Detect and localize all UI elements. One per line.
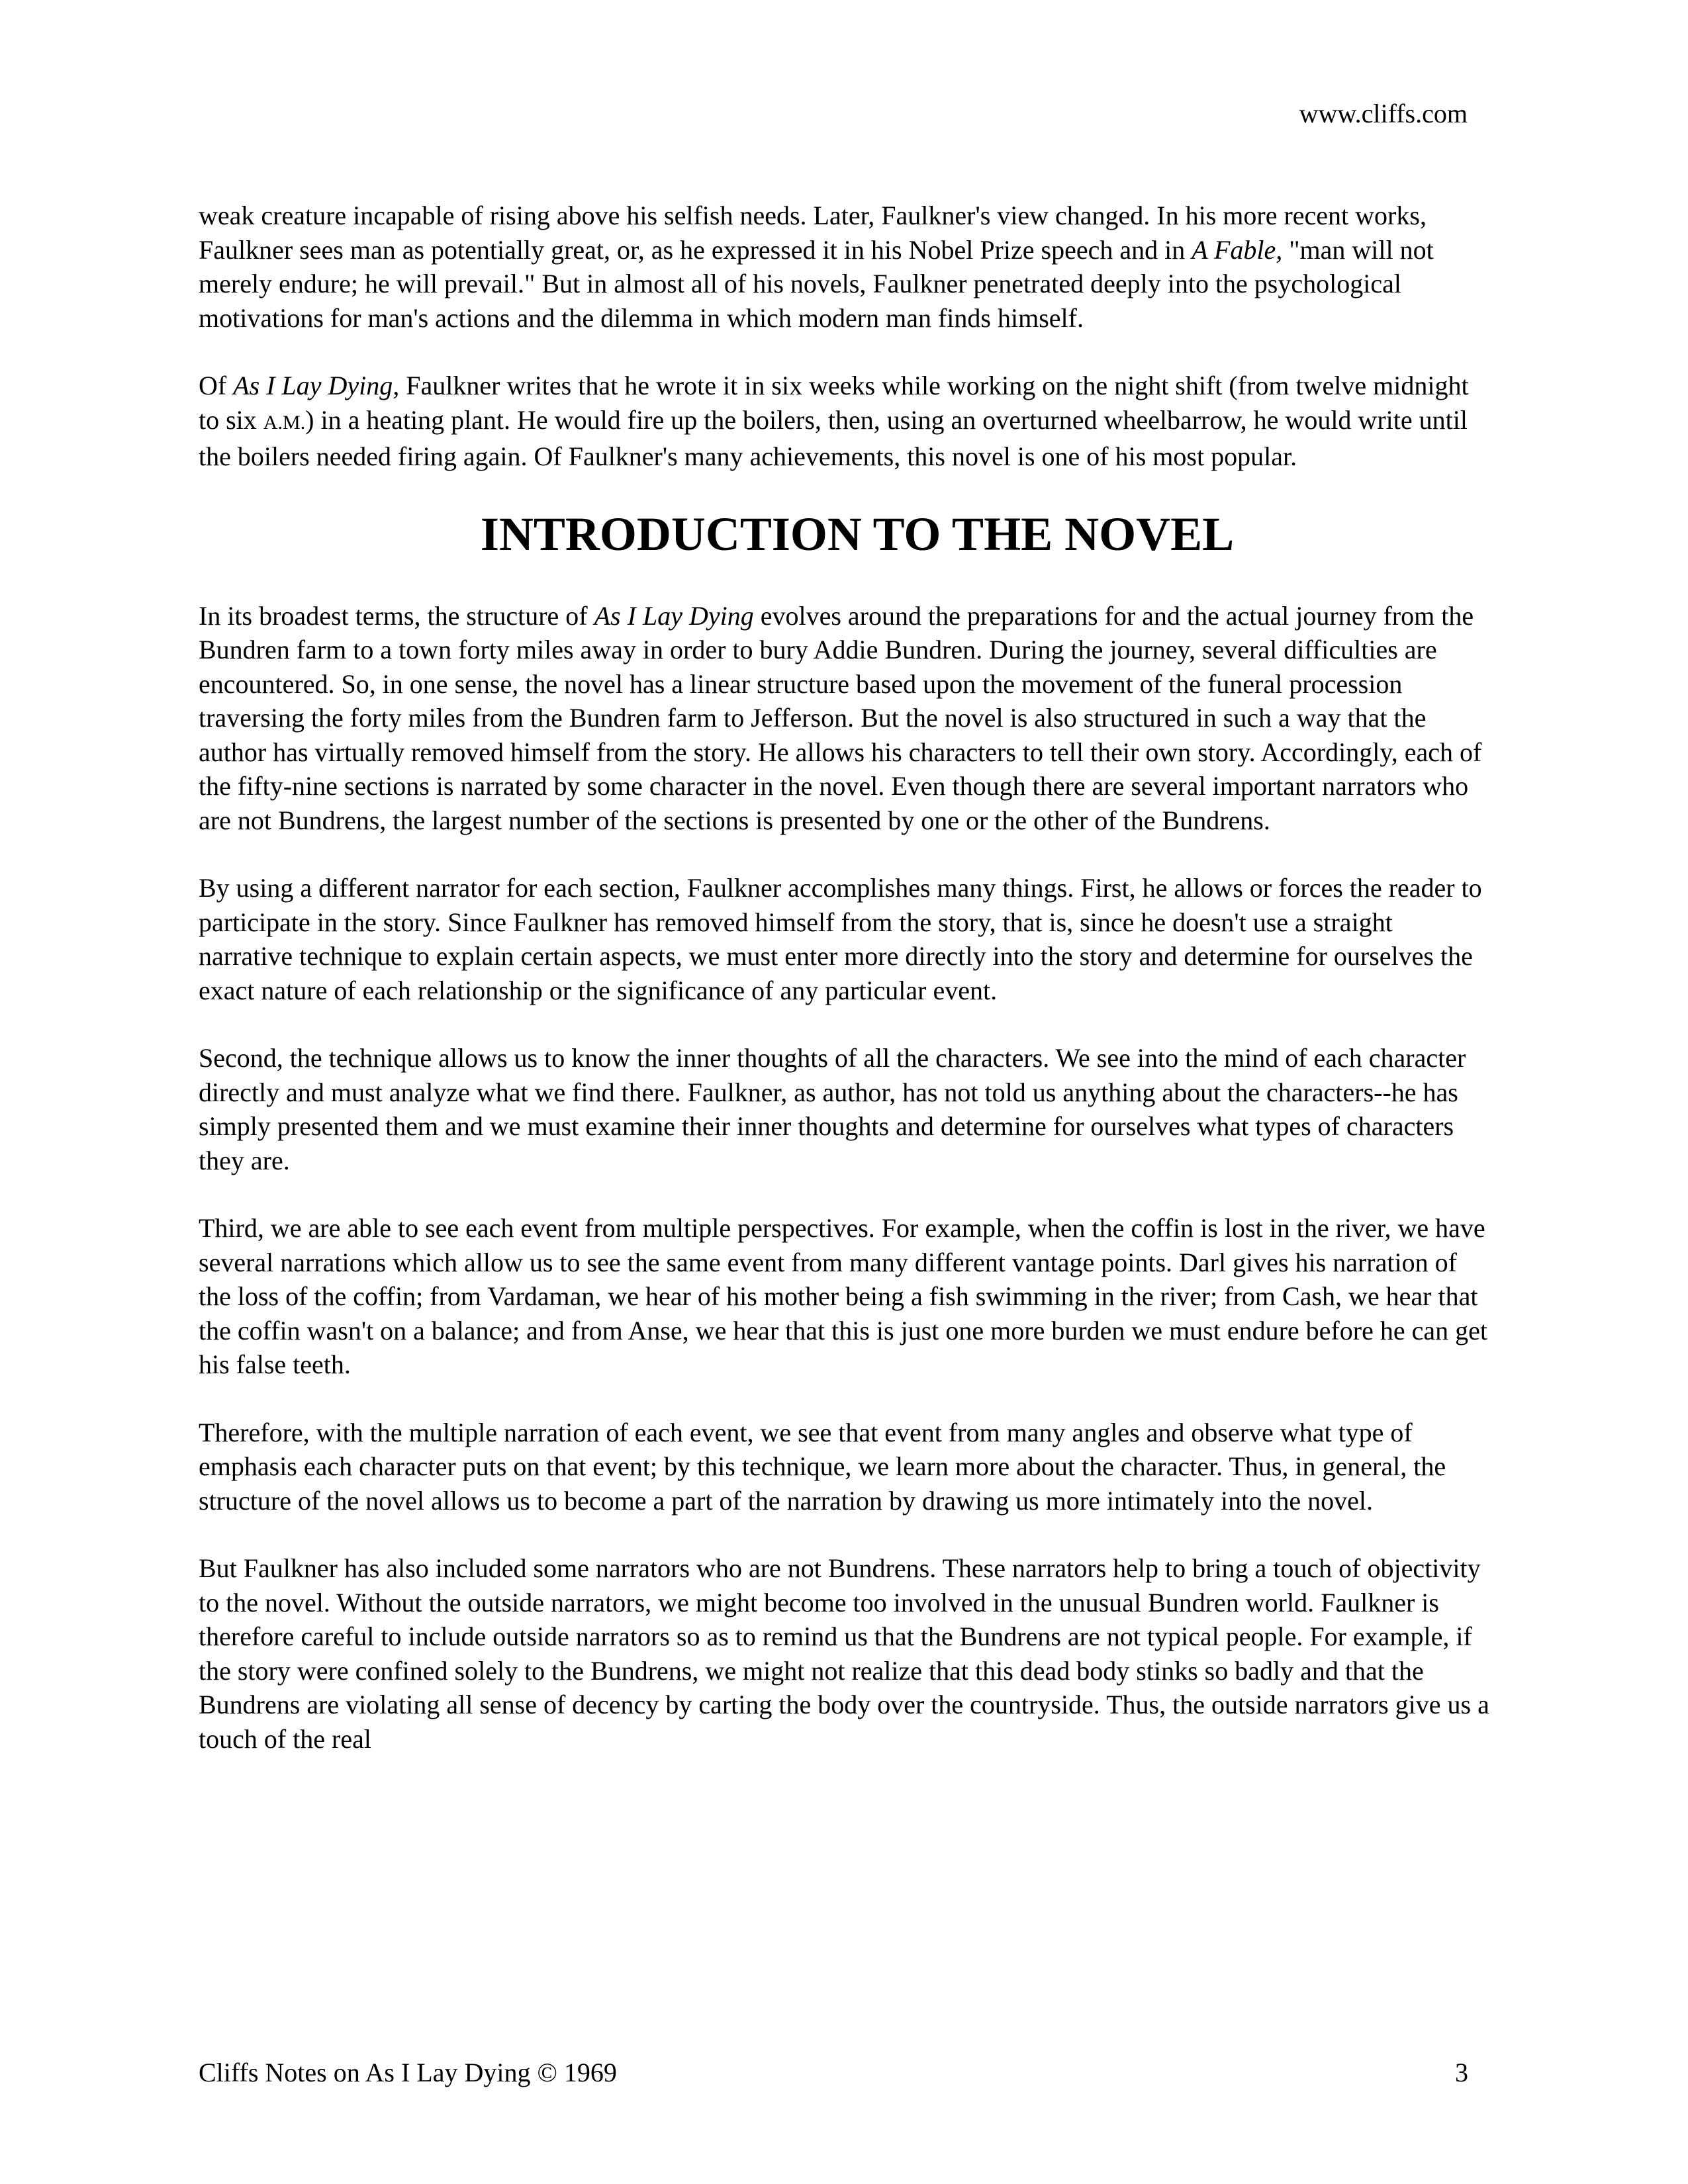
text-run: ) in a heating plant. He would fire up the boilers, then, using an overturned wheelbarrow, he would write until the boilers needed firing again. Of Faulkner's many achievements, this novel is one of his most popular.: [199, 404, 1468, 471]
paragraph-structure: [199, 599, 1489, 838]
text-run: weak creature incapable of rising above his selfish needs. Later, Faulkner's view changed. In his more recent works, Faulkner sees man as potentially great, or, as he expressed it in his Nobel Prize speech and in: [199, 201, 1427, 265]
book-title-italic: A Fable,: [1192, 234, 1283, 265]
text-run: "man will not merely endure; he will prevail." But in almost all of his novels, Faulkner penetrated deeply into the psychological motivations for man's actions and the dilemma in which modern man finds himself.: [199, 234, 1434, 333]
paragraph-writing-process: [199, 369, 1489, 474]
text-run: Of: [199, 371, 234, 400]
time-abbreviation: A.M.: [263, 411, 306, 433]
page-content: [199, 199, 1489, 1790]
header-url: www.cliffs.com: [1299, 99, 1468, 128]
text-run: evolves around the preparations for and the actual journey from the Bundren farm to a town forty miles away in order to bury Addie Bundren. During the journey, several difficulties are encountered. So, in one sense, the novel has a linear structure based upon the movement of the funeral procession traversing the forty miles from the Bundren farm to Jefferson. But the novel is also structured in such a way that the author has virtually removed himself from the story. He allows his characters to tell their own story. Accordingly, each of the fifty-nine sections is narrated by some character in the novel. Even though there are several important narrators who are not Bundrens, the largest number of the sections is presented by one or the other of the Bundrens.: [199, 600, 1482, 835]
paragraph-outside-narrators: But Faulkner has also included some narrators who are not Bundrens. These narrators help to bring a touch of objectivity to the novel. Without the outside narrators, we might become too involved in the unusual Bundren world. Faulkner is therefore careful to include outside narrators so as to remind us that the Bundrens are not typical people. For example, if the story were confined solely to the Bundrens, we might not realize that this dead body stinks so badly and that the Bundrens are violating all sense of decency by carting the body over the countryside. Thus, the outside narrators give us a touch of the real: [199, 1553, 1489, 1754]
book-title-italic: As I Lay Dying: [594, 600, 754, 631]
paragraph-faulkner-view: [199, 199, 1489, 335]
book-title-italic: As I Lay Dying,: [233, 371, 400, 400]
page-number: 3: [1455, 2058, 1468, 2087]
text-run: In its broadest terms, the structure of: [199, 600, 594, 631]
section-heading: INTRODUCTION TO THE NOVEL: [480, 507, 1235, 561]
text-run: Faulkner writes that he wrote it in six weeks while working on the night shift (from twelve midnight to six: [199, 371, 1469, 435]
paragraph-narrator-first: By using a different narrator for each section, Faulkner accomplishes many things. First, he allows or forces the reader to participate in the story. Since Faulkner has removed himself from the story, that is, since he doesn't use a straight narrative technique to explain certain aspects, we must enter more directly into the story and determine for ourselves the exact nature of each relationship or the significance of any particular event.: [199, 873, 1482, 1005]
paragraph-narrator-second: Second, the technique allows us to know the inner thoughts of all the characters. We see into the mind of each character directly and must analyze what we find there. Faulkner, as author, has not told us anything about the characters--he has simply presented them and we must examine their inner thoughts and determine for ourselves what types of characters they are.: [199, 1043, 1466, 1175]
paragraph-multiple-narration: Therefore, with the multiple narration of each event, we see that event from many angles and observe what type of emphasis each character puts on that event; by this technique, we learn more about the character. Thus, in general, the structure of the novel allows us to become a part of the narration by drawing us more intimately into the novel.: [199, 1417, 1446, 1516]
footer-title: Cliffs Notes on As I Lay Dying © 1969: [199, 2058, 617, 2087]
paragraph-narrator-third: Third, we are able to see each event from multiple perspectives. For example, when the coffin is lost in the river, we have several narrations which allow us to see the same event from many different vantage points. Darl gives his narration of the loss of the coffin; from Vardaman, we hear of his mother being a fish swimming in the river; from Cash, we hear that the coffin wasn't on a balance; and from Anse, we hear that this is just one more burden we must endure before he can get his false teeth.: [199, 1213, 1487, 1379]
